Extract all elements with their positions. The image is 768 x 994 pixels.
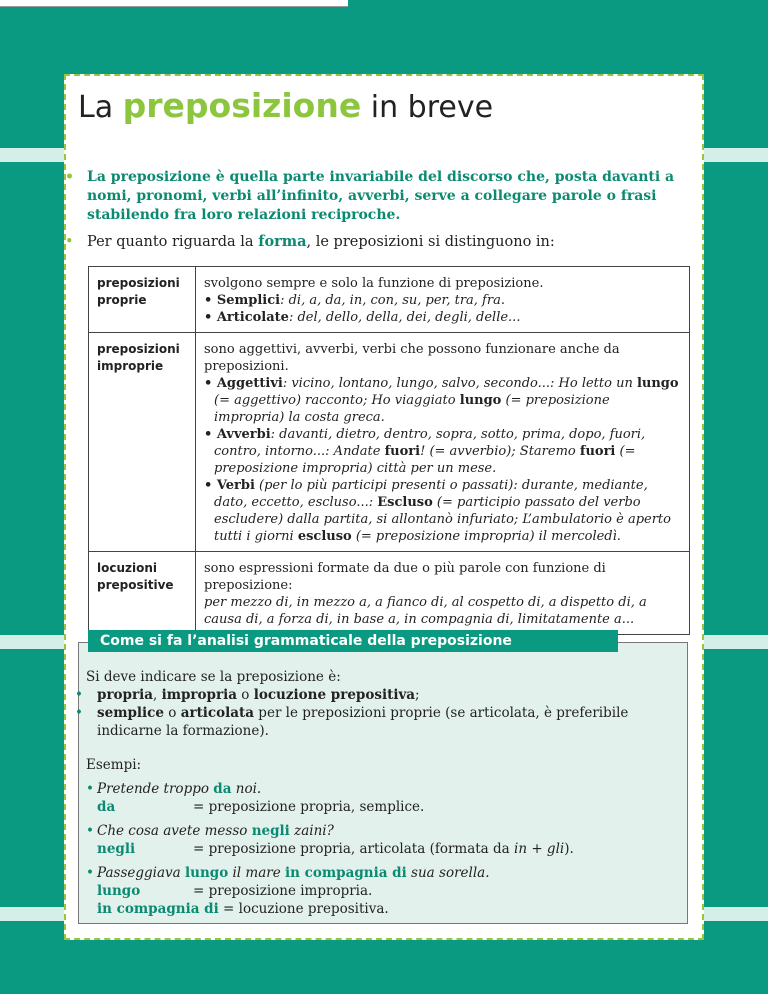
row-intro: svolgono sempre e solo la funzione di preposizione. [204,276,544,291]
crit-sep: o [236,687,254,703]
forma-word: forma [258,233,307,250]
item-text: (= participio passato del verbo escludere) dalla partita, si allontanò infuriato; L’ambulatorio è aperto tutti i giorni [214,495,671,544]
item-key: escluso [297,529,352,544]
row-intro: sono aggettivi, avverbi, verbi che possono funzionare anche da preposizioni. [204,342,620,374]
item-label: • Avverbi [204,427,271,442]
crit-sep: , [152,687,162,703]
forma-paragraph [65,232,699,252]
ex-text: sua sorella. [406,865,490,881]
ex-desc: ). [564,841,574,857]
item-text: (= preposizione impropria) città per un mese. [214,444,636,476]
bullet-icon: • [86,781,94,797]
crit-sep: ; [415,687,420,703]
articolate-list: : del, dello, della, dei, degli, delle... [288,310,521,325]
crit-term: articolata [180,705,255,721]
table-row [89,333,690,552]
ex-desc: = locuzione prepositiva. [218,901,389,917]
criteria-item [75,704,682,740]
ex-text: zaini? [289,823,334,839]
ex-desc: = preposizione impropria. [193,883,373,899]
row-content [196,552,690,635]
table-row [89,552,690,635]
ex-text: Pretende troppo [97,781,214,797]
row-label: preposizioni proprie [89,267,196,333]
crit-sep: per le preposizioni proprie (se articolata, è preferibile indicarne la formazione). [97,705,629,739]
item-text: ! (= avverbio); Staremo [420,444,580,459]
bullet-icon: • [75,705,83,721]
item-text: : vicino, lontano, lungo, salvo, secondo...: Ho letto un [282,376,637,391]
ex-key: da [213,781,232,797]
crit-sep: o [163,705,181,721]
ex-text: Passeggiava [97,865,185,881]
locuzioni-list: per mezzo di, in mezzo a, a fianco di, al cospetto di, a dispetto di, a causa di, a forza di, in base a, in compagnia di, limitatamente a... [204,595,647,627]
forma-post: , le preposizioni si distinguono in: [306,234,555,250]
classification-table [88,266,690,635]
ex-desc: in + gli [514,841,565,857]
summary-card [64,74,704,940]
bullet-icon: • [65,234,74,250]
ex-word: lungo [97,883,141,899]
semplici-label: • Semplici [204,293,281,308]
bullet-icon: • [65,169,74,185]
title-prefix: La [78,90,123,125]
semplici-list: : di, a, da, in, con, su, per, tra, fra. [280,293,505,308]
item-label: • Aggettivi [204,376,283,391]
ex-text: Che cosa avete messo [97,823,252,839]
title-keyword: preposizione [122,86,362,125]
example-2 [86,822,682,858]
item-text: (per lo più participi presenti o passati): durante, mediante, dato, eccetto, escluso...: [214,478,648,510]
ex-word: da [97,799,116,815]
criteria-item [75,686,682,704]
crit-term: impropria [161,687,237,703]
item-text: : davanti, dietro, dentro, sopra, sotto, prima, dopo, fuori, contro, intorno...: Andate [214,427,646,459]
crit-term: propria [97,687,153,703]
row-label: preposizioni improprie [89,333,196,552]
item-key: fuori [579,444,616,459]
avverbi-item [204,426,683,477]
item-key: Escluso [377,495,433,510]
analysis-lead: Si deve indicare se la preposizione è: [86,669,341,685]
item-key: lungo [636,376,679,391]
row-label: locuzioni prepositive [89,552,196,635]
aggettivi-item [204,375,683,426]
analysis-heading: Come si fa l’analisi grammaticale della preposizione [88,630,618,652]
item-label: • Verbi [204,478,255,493]
page-title [78,86,493,125]
ex-key: lungo [185,865,229,881]
esempi-label: Esempi: [86,757,142,773]
forma-pre: Per quanto riguarda la [87,234,259,250]
analysis-body [75,668,682,918]
title-suffix: in breve [361,90,494,125]
item-key: lungo [459,393,502,408]
row-content [196,267,690,333]
table-row [89,267,690,333]
row-intro: sono espressioni formate da due o più parole con funzione di preposizione: [204,561,606,593]
ex-desc: = preposizione propria, articolata (formata da [193,841,515,857]
crit-term: semplice [97,705,164,721]
ex-word: in compagnia di [97,901,219,917]
ex-desc: = preposizione propria, semplice. [193,799,425,815]
item-key: fuori [384,444,421,459]
ex-key: in compagnia di [285,865,407,881]
definition-text: La preposizione è quella parte invariabile del discorso che, posta davanti a nomi, pronomi, verbi all’infinito, avverbi, serve a collegare parole o frasi stabilendo fra loro relazioni reciproche. [87,169,675,223]
ex-text: noi. [231,781,262,797]
verbi-item [204,477,683,545]
bullet-icon: • [86,823,94,839]
bullet-icon: • [75,687,83,703]
crit-term: locuzione prepositiva [253,687,416,703]
ex-key: negli [251,823,290,839]
articolate-label: • Articolate [204,310,289,325]
example-1 [86,780,682,816]
example-3 [86,864,682,918]
item-text: (= aggettivo) racconto; Ho viaggiato [214,393,460,408]
row-content [196,333,690,552]
definition-paragraph [65,168,699,225]
bullet-icon: • [86,865,94,881]
item-text: (= preposizione impropria) il mercoledì. [351,529,621,544]
top-rule [0,0,348,7]
ex-text: il mare [228,865,286,881]
ex-word: negli [97,841,136,857]
item-text: (= preposizione impropria) la costa greca. [214,393,610,425]
